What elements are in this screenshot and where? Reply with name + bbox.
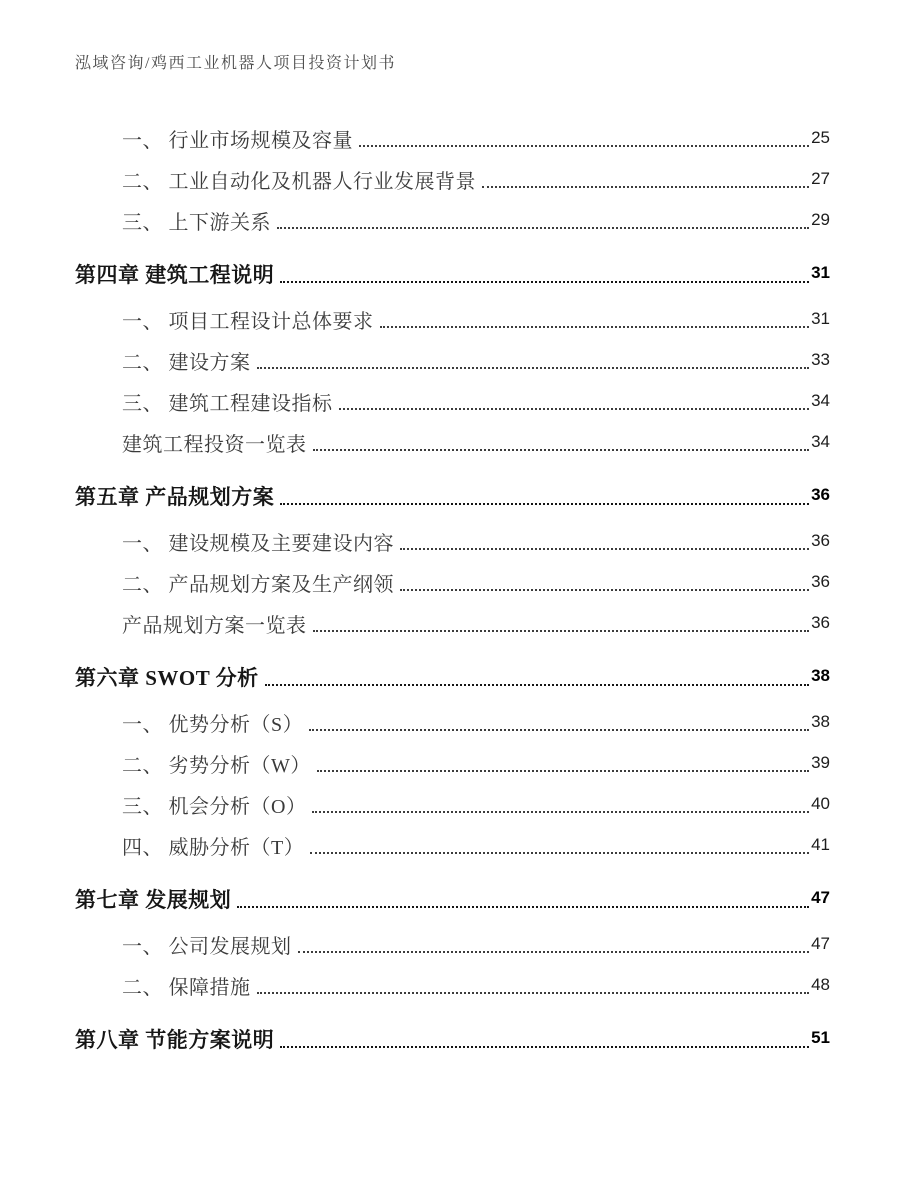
toc-entry[interactable] xyxy=(75,299,830,340)
toc-leader-dots xyxy=(298,951,810,953)
toc-leader-dots xyxy=(237,906,809,908)
toc-entry-title: 一、 优势分析（S） xyxy=(122,714,304,736)
toc-leader-dots xyxy=(265,684,809,686)
toc-page-number: 34 xyxy=(811,431,830,451)
toc-leader-dots xyxy=(400,589,809,591)
toc-entry[interactable] xyxy=(75,340,830,381)
toc-page-number: 41 xyxy=(811,834,830,854)
toc-page-number: 47 xyxy=(811,888,830,907)
toc-page-number: 33 xyxy=(811,349,830,369)
toc-page-number: 34 xyxy=(811,390,830,410)
toc-entry-title: 四、 威胁分析（T） xyxy=(122,837,305,859)
document-header-title: 泓域咨询/鸡西工业机器人项目投资计划书 xyxy=(75,55,396,72)
toc-page-number: 38 xyxy=(811,711,830,731)
toc-list xyxy=(0,118,920,1064)
toc-entry-title: 三、 机会分析（O） xyxy=(122,796,307,818)
toc-page-number: 25 xyxy=(811,127,830,147)
toc-page-number: 31 xyxy=(811,308,830,328)
toc-leader-dots xyxy=(257,367,810,369)
toc-entry-title: 三、 建筑工程建设指标 xyxy=(122,393,333,415)
toc-entry[interactable] xyxy=(75,562,830,603)
toc-page-number: 29 xyxy=(811,209,830,229)
toc-page-number: 38 xyxy=(811,666,830,685)
toc-entry-title: 二、 工业自动化及机器人行业发展背景 xyxy=(122,171,476,193)
toc-page-number: 31 xyxy=(811,263,830,282)
toc-leader-dots xyxy=(257,992,810,994)
toc-entry[interactable] xyxy=(75,965,830,1006)
toc-entry-title: 二、 劣势分析（W） xyxy=(122,755,311,777)
toc-leader-dots xyxy=(309,729,809,731)
toc-leader-dots xyxy=(313,630,810,632)
toc-leader-dots xyxy=(313,449,810,451)
toc-leader-dots xyxy=(400,548,809,550)
toc-entry-title: 三、 上下游关系 xyxy=(122,212,271,234)
toc-entry[interactable] xyxy=(75,422,830,463)
toc-page-number: 40 xyxy=(811,793,830,813)
toc-page-number: 48 xyxy=(811,974,830,994)
toc-entry-title: 第六章 SWOT 分析 xyxy=(75,666,259,690)
toc-entry[interactable] xyxy=(75,880,830,918)
toc-entry[interactable] xyxy=(75,159,830,200)
toc-page-number: 36 xyxy=(811,530,830,550)
toc-entry-title: 第五章 产品规划方案 xyxy=(75,485,275,509)
toc-entry[interactable] xyxy=(75,118,830,159)
toc-entry[interactable] xyxy=(75,200,830,241)
toc-entry[interactable] xyxy=(75,603,830,644)
toc-page-number: 36 xyxy=(811,571,830,591)
toc-leader-dots xyxy=(359,145,809,147)
toc-leader-dots xyxy=(280,1046,809,1048)
toc-entry[interactable] xyxy=(75,784,830,825)
toc-entry-title: 二、 保障措施 xyxy=(122,977,251,999)
toc-entry[interactable] xyxy=(75,825,830,866)
toc-entry[interactable] xyxy=(75,658,830,696)
toc-entry-title: 建筑工程投资一览表 xyxy=(122,434,307,456)
toc-page-number: 27 xyxy=(811,168,830,188)
toc-entry[interactable] xyxy=(75,521,830,562)
toc-entry[interactable] xyxy=(75,477,830,515)
toc-page-number: 51 xyxy=(811,1028,830,1047)
toc-entry[interactable] xyxy=(75,255,830,293)
toc-entry[interactable] xyxy=(75,1020,830,1058)
toc-leader-dots xyxy=(339,408,810,410)
toc-entry-title: 第四章 建筑工程说明 xyxy=(75,263,275,287)
toc-entry[interactable] xyxy=(75,924,830,965)
toc-page-number: 36 xyxy=(811,485,830,504)
toc-entry-title: 第八章 节能方案说明 xyxy=(75,1028,275,1052)
toc-entry-title: 一、 公司发展规划 xyxy=(122,936,292,958)
toc-leader-dots xyxy=(280,503,809,505)
toc-entry-title: 二、 建设方案 xyxy=(122,352,251,374)
toc-entry-title: 一、 行业市场规模及容量 xyxy=(122,130,353,152)
toc-page-number: 39 xyxy=(811,752,830,772)
toc-entry[interactable] xyxy=(75,743,830,784)
toc-page-number: 47 xyxy=(811,933,830,953)
toc-leader-dots xyxy=(312,811,809,813)
toc-leader-dots xyxy=(482,186,809,188)
toc-entry-title: 一、 建设规模及主要建设内容 xyxy=(122,533,394,555)
toc-page-number: 36 xyxy=(811,612,830,632)
toc-leader-dots xyxy=(380,326,810,328)
toc-leader-dots xyxy=(310,852,809,854)
toc-entry[interactable] xyxy=(75,381,830,422)
toc-entry[interactable] xyxy=(75,702,830,743)
toc-entry-title: 一、 项目工程设计总体要求 xyxy=(122,311,374,333)
toc-entry-title: 二、 产品规划方案及生产纲领 xyxy=(122,574,394,596)
toc-leader-dots xyxy=(277,227,809,229)
toc-entry-title: 产品规划方案一览表 xyxy=(122,615,307,637)
toc-leader-dots xyxy=(280,281,809,283)
toc-entry-title: 第七章 发展规划 xyxy=(75,888,232,912)
toc-leader-dots xyxy=(317,770,809,772)
